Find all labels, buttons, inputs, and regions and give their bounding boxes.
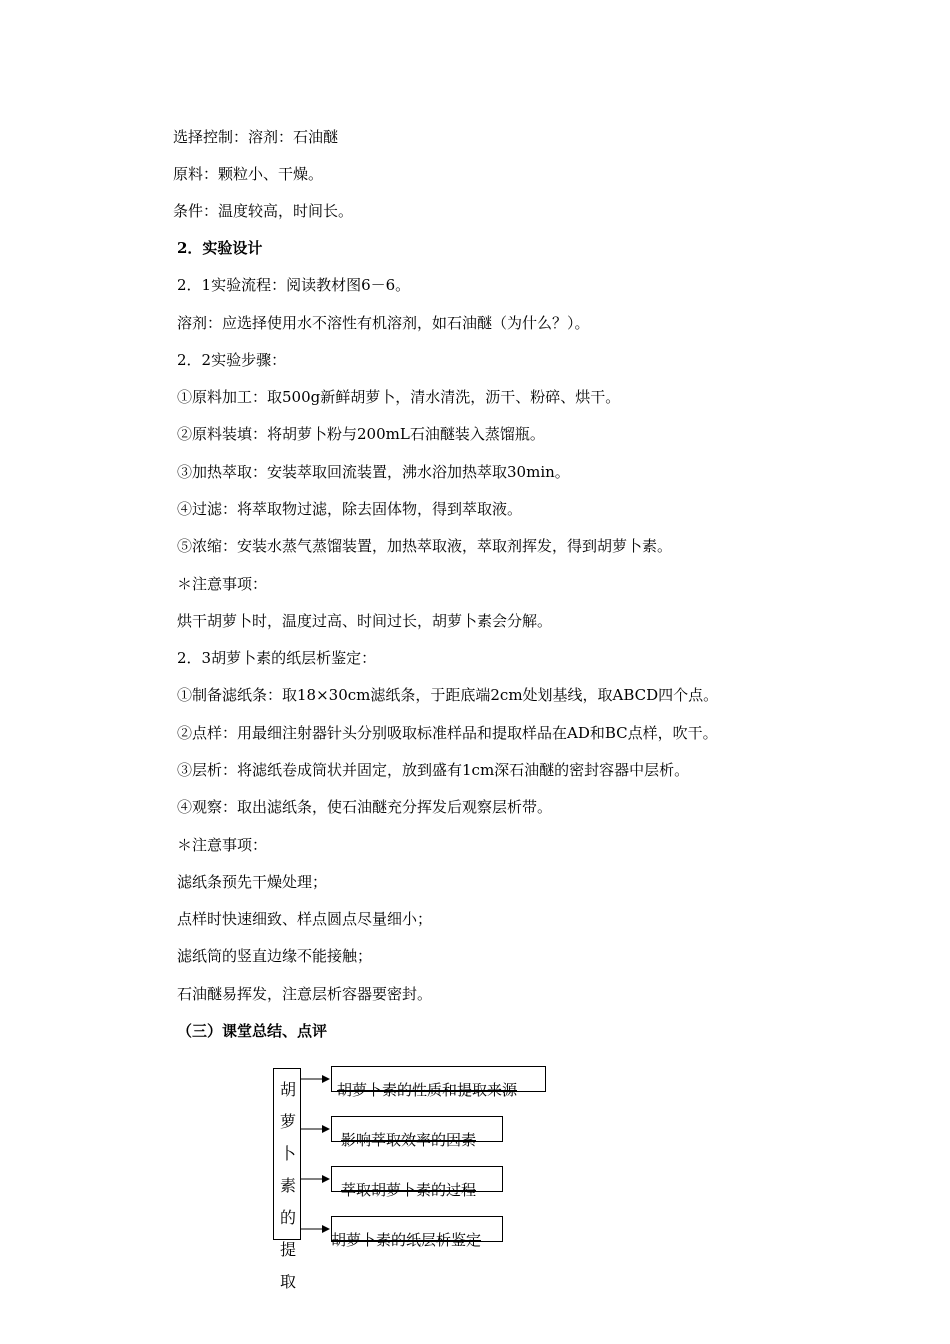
section-heading-experiment-design: 2．实验设计 — [177, 239, 263, 257]
diagram-root-char: 取 — [279, 1272, 296, 1291]
text-line-selection-control: 选择控制：溶剂：石油醚 — [173, 128, 339, 146]
step-1: ①原料加工：取500g新鲜胡萝卜，清水清洗，沥干、粉碎、烘干。 — [177, 388, 621, 406]
chromatography-step-1: ①制备滤纸条：取18×30cm滤纸条，于距底端2cm处划基线，取ABCD四个点。 — [177, 686, 719, 704]
chromatography-step-2: ②点样：用最细注射器针头分别吸取标准样品和提取样品在AD和BC点样，吹干。 — [177, 724, 718, 742]
diagram-root-char: 萝 — [279, 1112, 296, 1131]
text-line-chromatography-heading: 2．3胡萝卜素的纸层析鉴定： — [177, 649, 377, 667]
step-5: ⑤浓缩：安装水蒸气蒸馏装置，加热萃取液，萃取剂挥发，得到胡萝卜素。 — [177, 537, 673, 555]
branch-label-identification: 胡萝卜素的纸层析鉴定 — [331, 1231, 482, 1249]
chromatography-step-4: ④观察：取出滤纸条，使石油醚充分挥发后观察层析带。 — [177, 798, 553, 816]
branch-label-efficiency: 影响萃取效率的因素 — [341, 1131, 477, 1149]
step-2: ②原料装填：将胡萝卜粉与200mL石油醚装入蒸馏瓶。 — [177, 425, 545, 443]
diagram-root-char: 素 — [279, 1176, 296, 1195]
diagram-root-char: 提 — [279, 1240, 296, 1259]
diagram-root-char: 卜 — [279, 1144, 296, 1163]
note-spotting: 点样时快速细致、样点圆点尽量细小； — [177, 910, 433, 928]
step-4: ④过滤：将萃取物过滤，除去固体物，得到萃取液。 — [177, 500, 523, 518]
text-line-steps-heading: 2．2实验步骤： — [177, 351, 287, 369]
branch-label-properties: 胡萝卜素的性质和提取来源 — [337, 1081, 518, 1099]
diagram-root-char: 的 — [279, 1208, 296, 1227]
notes-heading-2: ＊注意事项： — [177, 836, 268, 854]
branch-label-process: 萃取胡萝卜素的过程 — [341, 1181, 477, 1199]
text-line-solvent: 溶剂：应选择使用水不溶性有机溶剂，如石油醚（为什么？）。 — [177, 314, 590, 332]
text-line-flow: 2．1实验流程：阅读教材图6－6。 — [177, 276, 411, 294]
note-seal: 石油醚易挥发，注意层析容器要密封。 — [177, 985, 433, 1003]
note-edges: 滤纸筒的竖直边缘不能接触； — [177, 947, 373, 965]
note-pre-dry: 滤纸条预先干燥处理； — [177, 873, 328, 891]
note-drying: 烘干胡萝卜时，温度过高、时间过长，胡萝卜素会分解。 — [177, 612, 553, 630]
chromatography-step-3: ③层析：将滤纸卷成筒状并固定，放到盛有1cm深石油醚的密封容器中层析。 — [177, 761, 690, 779]
section-heading-summary: （三）课堂总结、点评 — [177, 1022, 328, 1040]
text-line-raw-material: 原料：颗粒小、干燥。 — [173, 165, 324, 183]
step-3: ③加热萃取：安装萃取回流装置，沸水浴加热萃取30min。 — [177, 463, 570, 481]
notes-heading-1: ＊注意事项： — [177, 575, 268, 593]
diagram-root-char: 胡 — [279, 1080, 296, 1099]
text-line-conditions: 条件：温度较高，时间长。 — [173, 202, 354, 220]
